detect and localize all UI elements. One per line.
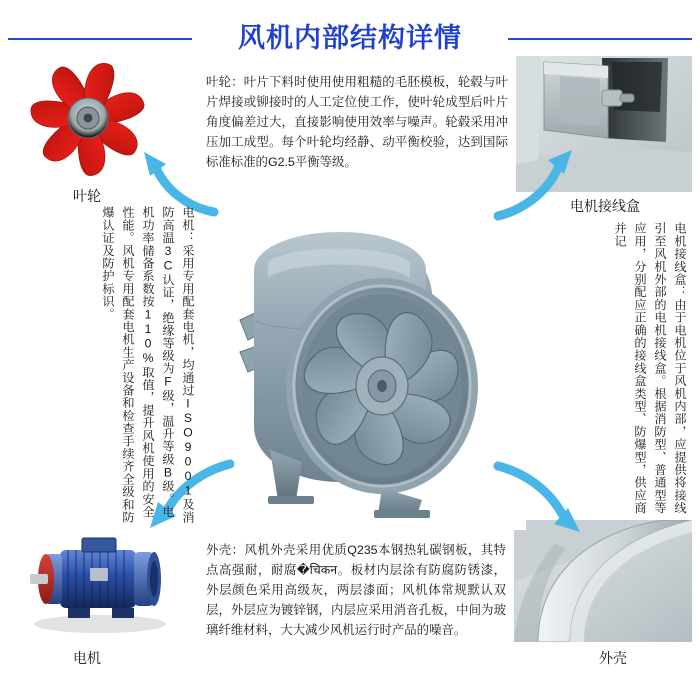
caption-motor: 电机 — [73, 650, 101, 666]
axial-fan-assembly-photo — [196, 200, 526, 530]
description-junction-box: 电机接线盒：由于电机位于风机内部，应提供将接线引至风机外部的电机接线盒。根据消防型、普通型等应用，分别配应正确的接线盒类型、防爆型，供应商并记 — [613, 222, 687, 515]
fan-casing-photo — [514, 520, 692, 642]
electric-motor-photo — [16, 520, 180, 642]
description-motor: 电机：采用专用配套电机，均通过ISO9001及消防高温3C认证，绝缘等级为F级，温升等级B级。电机功率储备系数按110%取值，提升风机使用的安全性能。风机专用配套电机生产设备和检查手续齐全级和防爆认证及防护标识。 — [101, 206, 195, 524]
caption-impeller: 叶轮 — [73, 188, 101, 204]
page-title: 风机内部结构详情 — [238, 23, 462, 53]
fan-impeller-photo — [18, 58, 158, 182]
caption-junction-box: 电机接线盒 — [570, 198, 640, 214]
description-casing: 外壳：风机外壳采用优质Q235本钢热轧碳钢板，其特点高强耐，耐腐�चिकन。板材内层涂有防腐防锈漆，外层颜色采用高级灰，两层漆面；风机体常规默认双层，外层应为镀锌钢，内层应采用消音孔板，中间为玻璃纤维材料，大大减少风机运行时产品的噪音。 — [206, 543, 506, 637]
title-bar — [0, 0, 700, 62]
description-impeller: 叶轮：叶片下料时使用使用粗糙的毛胚模板，轮毂与叶片焊接或铆接时的人工定位使工作，使叶轮成型后叶片角度偏差过大，直接影响使用效率与噪声。轮毂采用冲压加工成型。每个叶轮均经静、动平衡校验，达到国际标准标准的G2.5平衡等级。 — [206, 75, 508, 169]
caption-casing: 外壳 — [599, 650, 627, 666]
